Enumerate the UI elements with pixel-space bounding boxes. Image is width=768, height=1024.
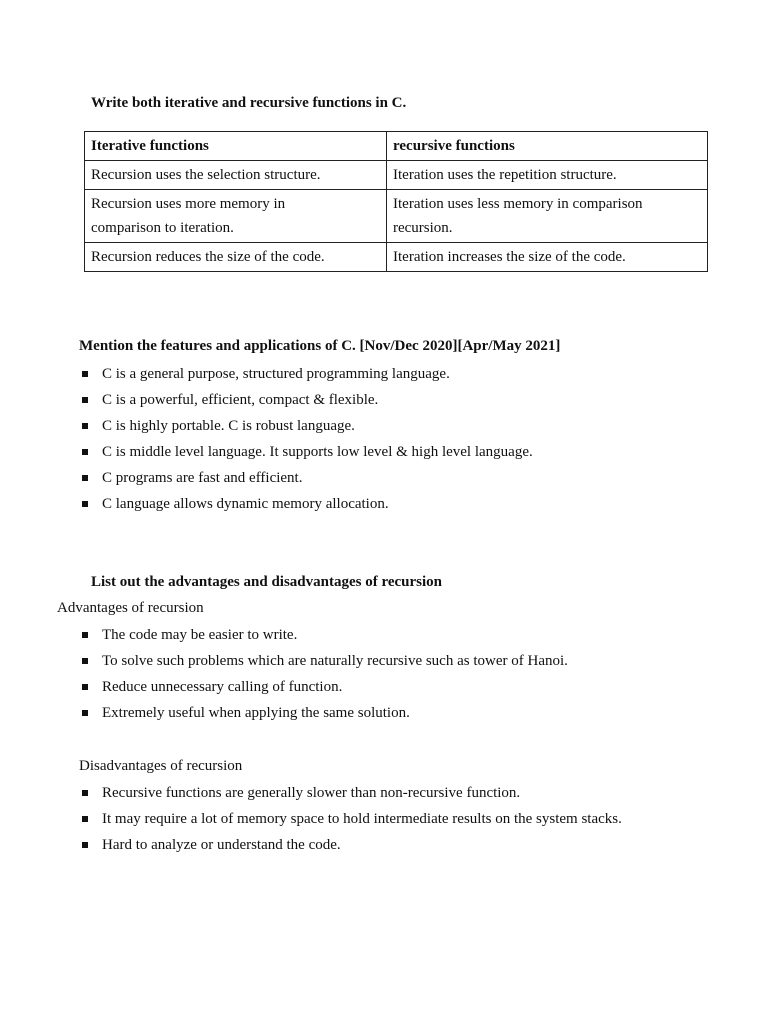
advantages-label: Advantages of recursion xyxy=(57,600,204,616)
comparison-table xyxy=(84,131,708,272)
table-cell-line: recursion. xyxy=(393,220,453,236)
section3-title: List out the advantages and disadvantages of recursion xyxy=(91,574,443,590)
table-cell-line: comparison to iteration. xyxy=(91,220,234,236)
list-item xyxy=(78,491,533,517)
table-cell-line: Recursion uses more memory in xyxy=(91,196,286,212)
bullet-icon xyxy=(82,423,88,429)
section2-title: Mention the features and applications of C. [Nov/Dec 2020][Apr/May 2021] xyxy=(79,338,561,354)
list-item xyxy=(78,439,533,465)
list-item-text: The code may be easier to write. xyxy=(102,627,298,643)
list-item-text: Hard to analyze or understand the code. xyxy=(102,837,341,853)
table-cell: Recursion reduces the size of the code. xyxy=(85,243,387,272)
bullet-icon xyxy=(82,371,88,377)
features-list xyxy=(78,361,533,517)
list-item xyxy=(78,465,533,491)
table-cell-line: Iteration uses less memory in comparison xyxy=(393,196,643,212)
table-header-iterative: Iterative functions xyxy=(85,132,387,161)
list-item-text: C is highly portable. C is robust language. xyxy=(102,418,355,434)
bullet-icon xyxy=(82,658,88,664)
list-item-text: Reduce unnecessary calling of function. xyxy=(102,679,343,695)
section1-title: Write both iterative and recursive functions in C. xyxy=(91,95,407,111)
bullet-icon xyxy=(82,632,88,638)
list-item-text: Extremely useful when applying the same solution. xyxy=(102,705,410,721)
table-cell xyxy=(85,190,387,243)
bullet-icon xyxy=(82,790,88,796)
list-item-text: Recursive functions are generally slower than non-recursive function. xyxy=(102,785,521,801)
list-item xyxy=(78,780,622,806)
list-item-text: C is middle level language. It supports low level & high level language. xyxy=(102,444,533,460)
bullet-icon xyxy=(82,475,88,481)
list-item-text: C is a general purpose, structured programming language. xyxy=(102,366,450,382)
list-item xyxy=(78,674,568,700)
table-header-recursive: recursive functions xyxy=(387,132,708,161)
list-item xyxy=(78,387,533,413)
list-item xyxy=(78,648,568,674)
table-cell: Iteration uses the repetition structure. xyxy=(387,161,708,190)
table-row xyxy=(85,161,708,190)
bullet-icon xyxy=(82,501,88,507)
bullet-icon xyxy=(82,816,88,822)
disadvantages-list xyxy=(78,780,622,858)
table-row xyxy=(85,190,708,243)
list-item xyxy=(78,622,568,648)
list-item xyxy=(78,361,533,387)
list-item-text: C is a powerful, efficient, compact & flexible. xyxy=(102,392,379,408)
list-item xyxy=(78,832,622,858)
list-item-text: It may require a lot of memory space to hold intermediate results on the system stacks. xyxy=(102,811,622,827)
list-item xyxy=(78,700,568,726)
list-item-text: To solve such problems which are naturally recursive such as tower of Hanoi. xyxy=(102,653,568,669)
advantages-list xyxy=(78,622,568,726)
list-item xyxy=(78,413,533,439)
table-cell: Recursion uses the selection structure. xyxy=(85,161,387,190)
table-cell: Iteration increases the size of the code. xyxy=(387,243,708,272)
table-row xyxy=(85,243,708,272)
bullet-icon xyxy=(82,684,88,690)
bullet-icon xyxy=(82,710,88,716)
bullet-icon xyxy=(82,397,88,403)
table-cell xyxy=(387,190,708,243)
list-item-text: C programs are fast and efficient. xyxy=(102,470,303,486)
bullet-icon xyxy=(82,449,88,455)
list-item xyxy=(78,806,622,832)
disadvantages-label: Disadvantages of recursion xyxy=(79,758,243,774)
bullet-icon xyxy=(82,842,88,848)
table-header-row xyxy=(85,132,708,161)
list-item-text: C language allows dynamic memory allocation. xyxy=(102,496,389,512)
